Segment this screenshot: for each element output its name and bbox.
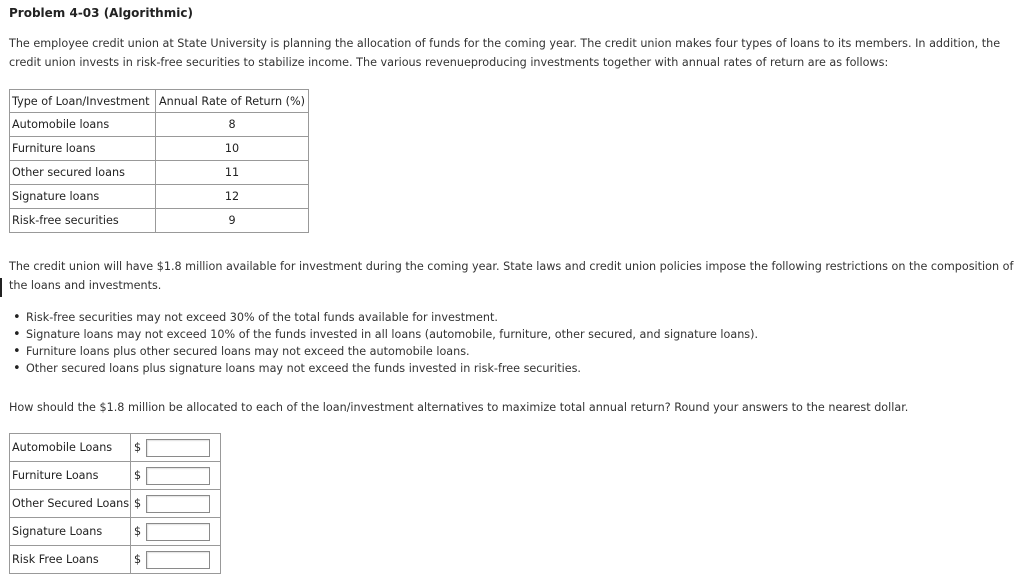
list-item: • Other secured loans plus signature loans may not exceed the funds invested in risk-free securities. bbox=[9, 360, 758, 377]
problem-title: Problem 4-03 (Algorithmic) bbox=[9, 6, 193, 20]
question-paragraph: How should the $1.8 million be allocated to each of the loan/investment alternatives to maximize total annual return? Round your answers to the nearest dollar. bbox=[9, 401, 909, 414]
rate-cell: 10 bbox=[156, 137, 309, 161]
answer-row-automobile bbox=[10, 434, 221, 462]
automobile-loans-input[interactable] bbox=[146, 439, 210, 457]
dollar-sign: $ bbox=[131, 518, 145, 546]
header-rate: Annual Rate of Return (%) bbox=[156, 90, 309, 113]
table-row bbox=[10, 209, 309, 233]
header-type: Type of Loan/Investment bbox=[10, 90, 156, 113]
restrictions-list bbox=[9, 309, 758, 377]
table-row bbox=[10, 113, 309, 137]
loan-type-cell: Other secured loans bbox=[10, 161, 156, 185]
problem-intro: The employee credit union at State University is planning the allocation of funds for the coming year. The credit union makes four types of loans to its members. In addition, the credit union invests in risk-free securities to stabilize income. The various revenueproducing investments together with annual rates of return are as follows: bbox=[9, 37, 1001, 69]
answer-label: Risk Free Loans bbox=[10, 546, 131, 574]
answer-table bbox=[9, 433, 221, 574]
answer-row-risk-free bbox=[10, 546, 221, 574]
rates-table-header bbox=[10, 90, 309, 113]
list-item: • Risk-free securities may not exceed 30% of the total funds available for investment. bbox=[9, 309, 758, 326]
rates-table bbox=[9, 89, 309, 233]
answer-label: Signature Loans bbox=[10, 518, 131, 546]
input-cell bbox=[144, 546, 221, 574]
loan-type-cell: Furniture loans bbox=[10, 137, 156, 161]
dollar-sign: $ bbox=[131, 434, 145, 462]
rate-cell: 11 bbox=[156, 161, 309, 185]
risk-free-loans-input[interactable] bbox=[146, 551, 210, 569]
answer-row-furniture bbox=[10, 462, 221, 490]
list-item: • Signature loans may not exceed 10% of the funds invested in all loans (automobile, furniture, other secured, and signature loans). bbox=[9, 326, 758, 343]
signature-loans-input[interactable] bbox=[146, 523, 210, 541]
left-edge-marker bbox=[0, 278, 2, 297]
answer-row-other-secured bbox=[10, 490, 221, 518]
funds-paragraph: The credit union will have $1.8 million available for investment during the coming year. State laws and credit union policies impose the following restrictions on the composition of the loans and investments. bbox=[9, 260, 1014, 292]
dollar-sign: $ bbox=[131, 546, 145, 574]
input-cell bbox=[144, 462, 221, 490]
rate-cell: 9 bbox=[156, 209, 309, 233]
input-cell bbox=[144, 518, 221, 546]
input-cell bbox=[144, 434, 221, 462]
answer-label: Automobile Loans bbox=[10, 434, 131, 462]
answer-row-signature bbox=[10, 518, 221, 546]
dollar-sign: $ bbox=[131, 462, 145, 490]
answer-label: Furniture Loans bbox=[10, 462, 131, 490]
loan-type-cell: Risk-free securities bbox=[10, 209, 156, 233]
input-cell bbox=[144, 490, 221, 518]
loan-type-cell: Signature loans bbox=[10, 185, 156, 209]
rate-cell: 8 bbox=[156, 113, 309, 137]
furniture-loans-input[interactable] bbox=[146, 467, 210, 485]
list-item: • Furniture loans plus other secured loans may not exceed the automobile loans. bbox=[9, 343, 758, 360]
rate-cell: 12 bbox=[156, 185, 309, 209]
answer-label: Other Secured Loans bbox=[10, 490, 131, 518]
table-row bbox=[10, 137, 309, 161]
table-row bbox=[10, 185, 309, 209]
table-row bbox=[10, 161, 309, 185]
dollar-sign: $ bbox=[131, 490, 145, 518]
loan-type-cell: Automobile loans bbox=[10, 113, 156, 137]
other-secured-loans-input[interactable] bbox=[146, 495, 210, 513]
